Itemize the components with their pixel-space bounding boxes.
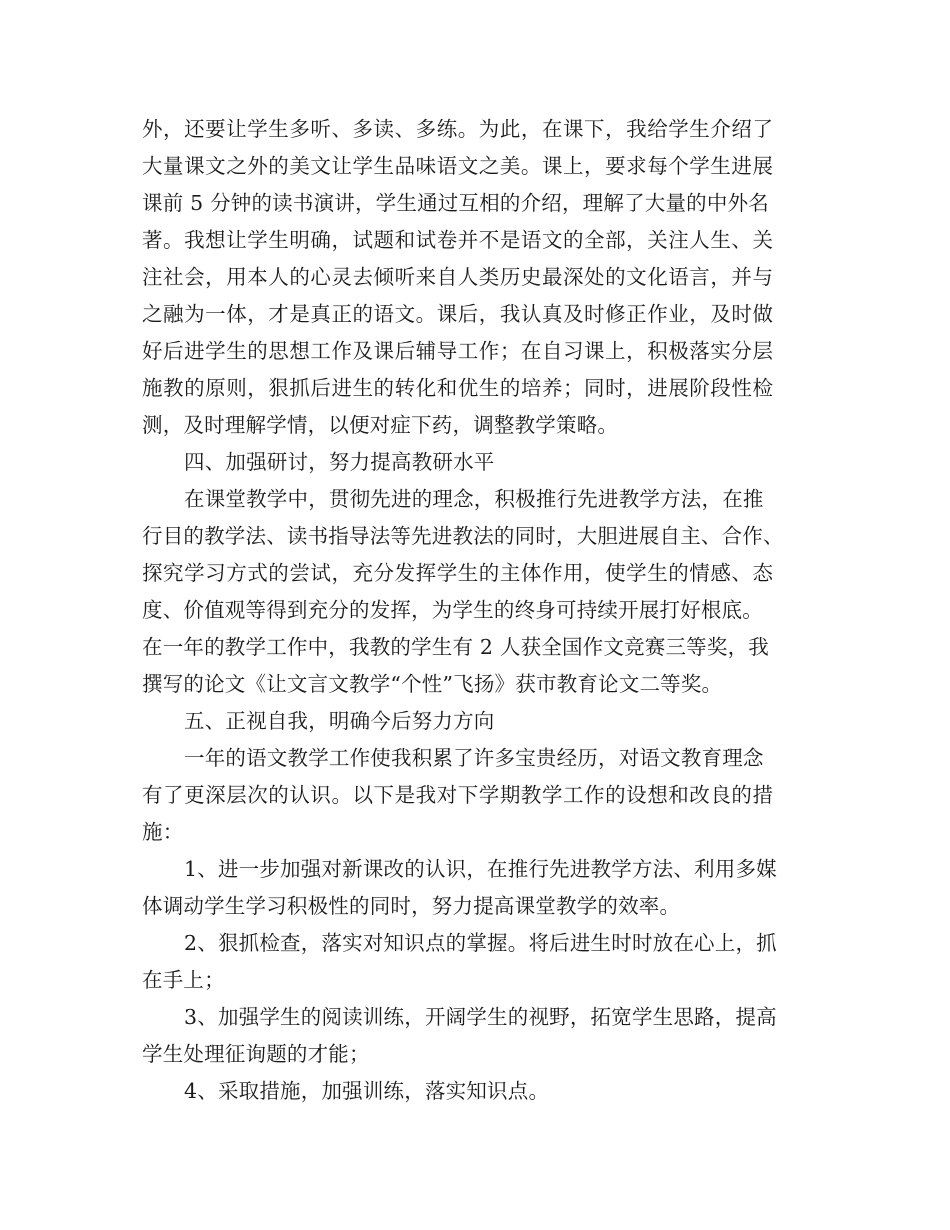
- body-line: 之融为一体，才是真正的语文。课后，我认真及时修正作业，及时做: [142, 302, 774, 326]
- body-line: 有了更深层次的认识。以下是我对下学期教学工作的设想和改良的措: [142, 783, 774, 807]
- body-line: 在一年的教学工作中，我教的学生有 2 人获全国作文竞赛三等奖，我: [142, 635, 769, 659]
- list-item-line: 1、进一步加强对新课改的认识，在推行先进教学方法、利用多媒: [184, 857, 777, 881]
- body-line: 探究学习方式的尝试，充分发挥学生的主体作用，使学生的情感、态: [142, 561, 774, 585]
- body-line: 撰写的论文《让文言文教学“个性”飞扬》获市教育论文二等奖。: [142, 672, 723, 696]
- body-line: 体调动学生学习积极性的同时，努力提高课堂教学的效率。: [142, 894, 681, 918]
- body-line: 度、价值观等得到充分的发挥，为学生的终身可持续开展打好根底。: [142, 598, 763, 622]
- body-line: 在手上；: [142, 968, 225, 992]
- body-line: 行目的教学法、读书指导法等先进教法的同时，大胆进展自主、合作、: [142, 524, 784, 548]
- body-line: 施：: [142, 820, 184, 844]
- paragraph-start-line: 一年的语文教学工作使我积累了许多宝贵经历，对语文教育理念: [184, 746, 764, 770]
- list-item-line: 3、加强学生的阅读训练，开阔学生的视野，拓宽学生思路，提高: [184, 1005, 777, 1029]
- body-line: 学生处理征询题的才能；: [142, 1042, 370, 1066]
- body-line: 施教的原则，狠抓后进生的转化和优生的培养；同时，进展阶段性检: [142, 376, 774, 400]
- body-line: 著。我想让学生明确，试题和试卷并不是语文的全部，关注人生、关: [142, 228, 774, 252]
- list-item-line: 2、狠抓检查，落实对知识点的掌握。将后进生时时放在心上，抓: [184, 931, 777, 955]
- section-heading: 四、加强研讨，努力提高教研水平: [184, 450, 495, 474]
- paragraph-start-line: 在课堂教学中，贯彻先进的理念，积极推行先进教学方法，在推: [184, 487, 764, 511]
- body-line: 外，还要让学生多听、多读、多练。为此，在课下，我给学生介绍了: [142, 117, 774, 141]
- document-body: [142, 111, 812, 1110]
- body-line: 大量课文之外的美文让学生品味语文之美。课上，要求每个学生进展: [142, 154, 774, 178]
- body-line: 测，及时理解学情，以便对症下药，调整教学策略。: [142, 413, 619, 437]
- body-line: 好后进学生的思想工作及课后辅导工作；在自习课上，积极落实分层: [142, 339, 774, 363]
- list-item-line: 4、采取措施，加强训练，落实知识点。: [184, 1079, 550, 1103]
- body-line: 注社会，用本人的心灵去倾听来自人类历史最深处的文化语言，并与: [142, 265, 774, 289]
- body-line: 课前 5 分钟的读书演讲，学生通过互相的介绍，理解了大量的中外名: [142, 191, 769, 215]
- section-heading: 五、正视自我，明确今后努力方向: [184, 709, 495, 733]
